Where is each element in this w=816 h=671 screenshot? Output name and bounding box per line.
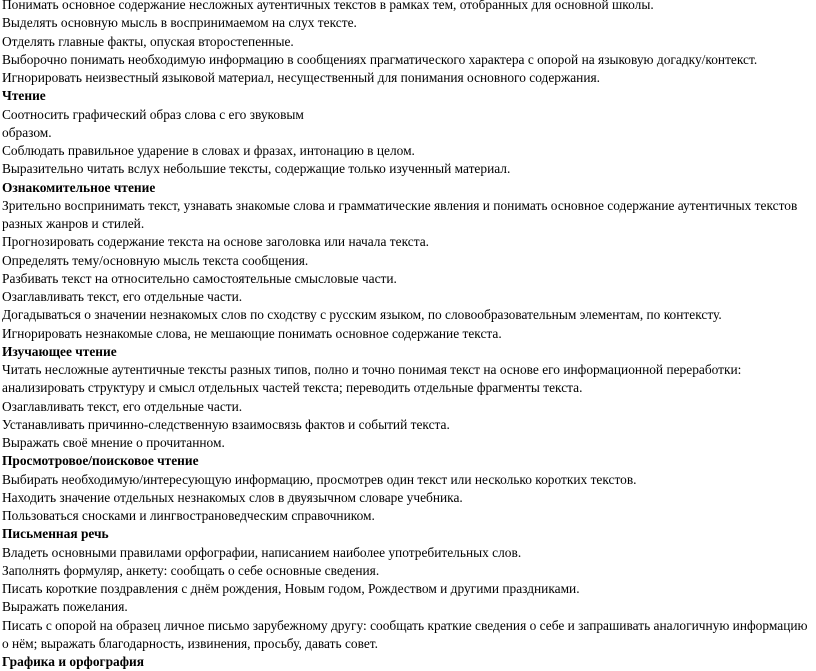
paragraph: Отделять главные факты, опуская второстепенные. <box>2 33 294 49</box>
paragraph: Зрительно воспринимать текст, узнавать знакомые слова и грамматические явления и понимать основное содержание аутентичных текстов разных жанров и стилей. <box>2 197 798 231</box>
paragraph: Выражать своё мнение о прочитанном. <box>2 435 225 450</box>
section-heading-scanning: Просмотровое/поисковое чтение <box>2 453 199 469</box>
paragraph: Озаглавливать текст, его отдельные части. <box>2 398 243 414</box>
paragraph: Выразительно читать вслух небольшие тексты, содержащие только изученный материал. <box>2 161 511 177</box>
paragraph: Выбирать необходимую/интересующую информацию, просмотрев один текст или несколько коротких текстов. <box>2 471 637 487</box>
paragraph: Соотносить графический образ слова с его звуковым <box>2 106 304 122</box>
paragraph: Игнорировать неизвестный языковой материал, несущественный для понимания основного содержания. <box>2 70 601 85</box>
paragraph: Заполнять формуляр, анкету: сообщать о себе основные сведения. <box>2 562 380 578</box>
paragraph: Владеть основными правилами орфографии, написанием наиболее употребительных слов. <box>2 544 522 560</box>
paragraph: Определять тему/основную мысль текста сообщения. <box>2 252 309 268</box>
paragraph: Писать короткие поздравления с днём рождения, Новым годом, Рождеством и другими праздниками. <box>2 581 580 596</box>
paragraph: Соблюдать правильное ударение в словах и фразах, интонацию в целом. <box>2 143 415 158</box>
paragraph: Писать с опорой на образец личное письмо зарубежному другу: сообщать краткие сведения о себе и запрашивать аналогичную информацию о нём; выражать благодарность, извинения, просьбу, давать совет. <box>2 617 808 651</box>
paragraph: Понимать основное содержание несложных аутентичных текстов в рамках тем, отобранных для основной школы. <box>2 0 654 12</box>
paragraph: Устанавливать причинно-следственную взаимосвязь фактов и событий текста. <box>2 416 450 432</box>
section-heading-writing: Письменная речь <box>2 526 109 542</box>
paragraph: Озаглавливать текст, его отдельные части. <box>2 289 243 304</box>
section-heading-reading: Чтение <box>2 88 46 104</box>
paragraph: Игнорировать незнакомые слова, не мешающие понимать основное содержание текста. <box>2 325 502 341</box>
section-heading-skimming: Ознакомительное чтение <box>2 179 156 195</box>
section-heading-graphics-orthography: Графика и орфография <box>2 654 144 669</box>
paragraph: Догадываться о значении незнакомых слов по сходству с русским языком, по словообразовательным элементам, по контексту. <box>2 307 722 323</box>
section-heading-intensive-reading: Изучающее чтение <box>2 343 117 359</box>
paragraph: Прогнозировать содержание текста на основе заголовка или начала текста. <box>2 234 430 250</box>
paragraph: Читать несложные аутентичные тексты разных типов, полно и точно понимая текст на основе его информационной переработки: анализировать структуру и смысл отдельных частей текста; переводить отдельные фрагменты текста. <box>2 362 742 396</box>
paragraph: Находить значение отдельных незнакомых слов в двуязычном словаре учебника. <box>2 489 463 505</box>
paragraph: Разбивать текст на относительно самостоятельные смысловые части. <box>2 270 397 286</box>
paragraph: Выделять основную мысль в воспринимаемом на слух тексте. <box>2 15 357 31</box>
paragraph: Выборочно понимать необходимую информацию в сообщениях прагматического характера с опорой на языковую догадку/контекст. <box>2 51 758 67</box>
paragraph: образом. <box>2 124 52 140</box>
paragraph: Выражать пожелания. <box>2 599 128 615</box>
paragraph: Пользоваться сносками и лингвострановедческим справочником. <box>2 508 375 523</box>
document-body <box>2 0 812 671</box>
